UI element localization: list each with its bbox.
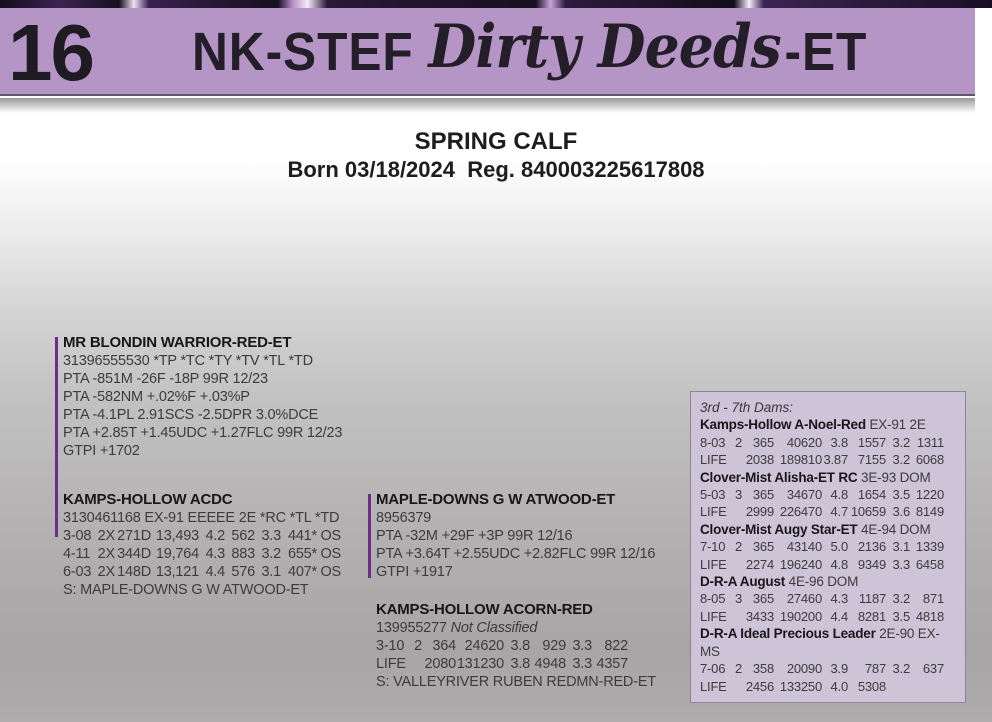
lactation-cell: 3.87: [823, 452, 848, 468]
lactation-cell: 4.4: [830, 608, 848, 624]
lactation-row: [700, 660, 956, 677]
dam-name: KAMPS-HOLLOW ACDC: [63, 491, 233, 508]
lactation-cell: 6458: [915, 556, 944, 572]
banner-shadow: [0, 98, 975, 113]
lactation-cell: LIFE: [700, 556, 727, 572]
lactation-cell: 3.2: [892, 661, 910, 677]
lactation-cell: 4.2: [205, 528, 225, 544]
lactation-cell: 10659: [850, 504, 886, 520]
lactation-cell: 2136: [857, 539, 886, 555]
lactation-cell: 2038: [745, 452, 774, 468]
dam-sire-line: S: MAPLE-DOWNS G W ATWOOD-ET: [63, 582, 309, 598]
lactation-cell: 2X: [97, 528, 115, 544]
photo-edge-strip: [0, 0, 992, 8]
lactation-cell: 2X: [97, 546, 115, 562]
lactation-cell: 3-08: [63, 528, 92, 544]
lactation-cell: 4.3: [830, 591, 848, 607]
lactation-cell: 20090: [786, 661, 822, 677]
second-dam-block: [376, 601, 676, 691]
lactation-cell: 7155: [857, 452, 886, 468]
lactation-cell: 2X: [97, 564, 115, 580]
dam-name-text: D-R-A August: [700, 574, 789, 590]
lactation-cell: 4.8: [830, 556, 848, 572]
dam-name-line: [700, 521, 956, 538]
lactation-cell: LIFE: [700, 452, 727, 468]
lactation-cell: 8-03: [700, 434, 726, 450]
lactation-row: [700, 556, 956, 573]
lactation-cell: 3.1: [261, 564, 281, 580]
lactation-cell: 441*: [287, 528, 317, 544]
lactation-cell: 365: [752, 434, 774, 450]
lactation-row: [376, 655, 676, 673]
lot-number: 16: [8, 8, 93, 97]
dam-name-line: [700, 469, 956, 486]
dams-list: [700, 416, 956, 695]
lactation-row: [63, 527, 363, 545]
lactation-cell: 2274: [745, 556, 774, 572]
lactation-cell: 3.6: [892, 504, 910, 520]
lactation-cell: 1557: [857, 434, 886, 450]
lactation-cell: [730, 503, 742, 520]
pedigree-line: PTA +2.85T +1.45UDC +1.27FLC 99R 12/23: [63, 425, 343, 441]
pedigree-line: 8956379: [376, 510, 432, 526]
lactation-cell: 3.5: [892, 608, 910, 624]
dam-grade: 4E-94 DOM: [861, 521, 931, 537]
dam-block: [63, 491, 363, 599]
lactation-cell: 3: [734, 487, 742, 503]
lactation-cell: 365: [752, 591, 774, 607]
lactation-cell: LIFE: [376, 656, 406, 672]
lactation-cell: 24620: [464, 638, 504, 654]
dam-name-text: Clover-Mist Alisha-ET RC: [700, 469, 862, 485]
dam-name-text: Kamps-Hollow A-Noel-Red: [700, 417, 870, 433]
lactation-row: [700, 678, 956, 695]
pedigree-accent-bar: [55, 337, 58, 537]
lactation-cell: 5-03: [700, 487, 726, 503]
lactation-cell: 2: [734, 661, 742, 677]
lactation-row: [700, 503, 956, 520]
dam-lactation-rows: [700, 590, 956, 625]
pedigree-line: PTA -851M -26F -18P 99R 12/23: [63, 371, 268, 387]
lactation-cell: 8-05: [700, 591, 726, 607]
dams-box-heading: 3rd - 7th Dams:: [700, 400, 794, 415]
dam-name-text: Clover-Mist Augy Star-ET: [700, 521, 862, 537]
dam-sire-block: [376, 491, 676, 581]
dam-sire-lines: [376, 509, 676, 581]
dam-sire-name: MAPLE-DOWNS G W ATWOOD-ET: [376, 491, 616, 508]
lactation-cell: 4.3: [205, 546, 225, 562]
lactation-cell: 365: [752, 539, 774, 555]
lactation-cell: 148D: [117, 564, 151, 580]
lactation-cell: 655*: [287, 546, 317, 562]
dam-name-text: D-R-A Ideal Precious Leader: [700, 626, 880, 642]
lot-banner: [0, 8, 975, 96]
lactation-cell: 1654: [857, 487, 886, 503]
lactation-cell: 787: [864, 661, 886, 677]
sire-block: [63, 334, 363, 460]
lactation-cell: 6-03: [63, 564, 92, 580]
lactation-cell: 883: [231, 546, 255, 562]
lactation-cell: [730, 608, 742, 625]
lactation-row: [700, 538, 956, 555]
lactation-cell: 1311: [916, 434, 944, 450]
lactation-cell: 2: [414, 638, 422, 654]
lactation-cell: 131230: [456, 656, 504, 672]
lactation-cell: OS: [320, 564, 341, 580]
dam-grade: 3E-93 DOM: [861, 469, 931, 485]
lactation-row: [700, 434, 956, 451]
lactation-cell: 3.2: [892, 452, 910, 468]
lactation-cell: 3.3: [892, 556, 910, 572]
dam-name-line: [700, 416, 956, 433]
lactation-cell: 3.3: [261, 528, 281, 544]
dam-grade: 4E-96 DOM: [788, 574, 859, 590]
lactation-row: [700, 590, 956, 607]
pedigree-line: PTA -582NM +.02%F +.03%P: [63, 389, 250, 405]
dam-lactation-rows: [700, 486, 956, 521]
lactation-cell: 4.0: [830, 678, 848, 694]
lactation-cell: 13,493: [155, 528, 199, 544]
lactation-cell: 226470: [779, 504, 822, 520]
second-dam-lactation-rows: [376, 637, 676, 673]
lactation-cell: 3.5: [892, 487, 910, 503]
lactation-cell: 358: [752, 661, 774, 677]
second-dam-id-line: [376, 619, 676, 637]
lactation-cell: 2999: [745, 504, 774, 520]
animal-name-suffix: -ET: [784, 22, 868, 82]
lactation-cell: 4.8: [830, 487, 848, 503]
lactation-cell: 7-10: [700, 539, 726, 555]
lactation-cell: 344D: [117, 546, 151, 562]
dam-grade: EX-91 2E: [869, 417, 926, 433]
lactation-cell: 189810: [779, 452, 822, 468]
lactation-cell: 822: [604, 638, 628, 654]
lactation-cell: 3.3: [572, 656, 592, 672]
pedigree-line: 31396555530 *TP *TC *TY *TV *TL *TD: [63, 353, 313, 369]
lactation-cell: 4948: [534, 656, 566, 672]
lactation-cell: 3.8: [830, 434, 848, 450]
lactation-cell: 2: [734, 434, 742, 450]
lactation-cell: [886, 678, 910, 695]
classification-note: Not Classified: [450, 620, 538, 636]
lactation-cell: [406, 655, 422, 673]
lactation-cell: [730, 556, 742, 573]
lactation-cell: 3.8: [510, 656, 530, 672]
pedigree-line: GTPI +1702: [63, 443, 140, 459]
lactation-cell: 5.0: [830, 539, 848, 555]
lactation-cell: 3.1: [892, 539, 910, 555]
class-label: SPRING CALF: [414, 128, 578, 155]
dam-name-line: [700, 625, 956, 660]
lactation-cell: 407*: [287, 564, 317, 580]
lactation-cell: 271D: [117, 528, 151, 544]
lactation-cell: 3.2: [892, 591, 910, 607]
lactation-cell: 2: [734, 539, 742, 555]
lactation-cell: 365: [752, 487, 774, 503]
lactation-cell: 1339: [915, 539, 944, 555]
lactation-cell: 562: [231, 528, 255, 544]
pedigree-line: PTA +3.64T +2.55UDC +2.82FLC 99R 12/16: [376, 546, 656, 562]
lactation-cell: 3433: [745, 608, 774, 624]
pedigree-line: GTPI +1917: [376, 564, 453, 580]
lactation-cell: 133250: [779, 678, 822, 694]
lactation-cell: [730, 451, 742, 468]
dam-lactation-rows: [700, 538, 956, 573]
pedigree-line: PTA -4.1PL 2.91SCS -2.5DPR 3.0%DCE: [63, 407, 319, 423]
lactation-cell: 40620: [786, 434, 822, 450]
lactation-row: [63, 563, 363, 581]
lactation-row: [376, 637, 676, 655]
lactation-cell: 43140: [786, 539, 822, 555]
lactation-cell: 190200: [779, 608, 822, 624]
lactation-row: [700, 451, 956, 468]
lactation-cell: 576: [231, 564, 255, 580]
dam-name-line: [700, 573, 956, 590]
lactation-cell: 2456: [745, 678, 774, 694]
lactation-cell: 27460: [786, 591, 822, 607]
lactation-cell: 4.4: [205, 564, 225, 580]
lactation-cell: 8149: [915, 504, 944, 520]
dams-box: [690, 391, 966, 703]
lactation-cell: 196240: [779, 556, 822, 572]
pedigree-accent-bar: [368, 494, 371, 578]
lactation-cell: 3.9: [830, 661, 848, 677]
lactation-cell: 3-10: [376, 638, 405, 654]
lactation-cell: 4818: [915, 608, 944, 624]
second-dam-name: KAMPS-HOLLOW ACORN-RED: [376, 601, 593, 618]
second-dam-sire-line: S: VALLEYRIVER RUBEN REDMN-RED-ET: [376, 674, 656, 690]
lactation-cell: 5308: [857, 678, 886, 694]
lactation-cell: 871: [922, 591, 944, 607]
birth-reg-line: Born 03/18/2024 Reg. 840003225617808: [287, 157, 705, 182]
lactation-row: [700, 486, 956, 503]
dam-lactation-rows: [700, 434, 956, 469]
lactation-cell: LIFE: [700, 608, 727, 624]
lactation-cell: LIFE: [700, 678, 727, 694]
animal-name-script: Dirty Deeds: [428, 12, 781, 82]
lactation-cell: [730, 678, 742, 695]
lactation-cell: 4-11: [63, 546, 91, 562]
lactation-cell: 3.2: [892, 434, 910, 450]
lactation-cell: 19,764: [155, 546, 199, 562]
lactation-row: [700, 608, 956, 625]
lactation-cell: 2080: [424, 656, 456, 672]
lactation-cell: 9349: [857, 556, 886, 572]
lactation-cell: 3.3: [572, 638, 592, 654]
pedigree-line: PTA -32M +29F +3P 99R 12/16: [376, 528, 573, 544]
lactation-cell: 1187: [858, 591, 886, 607]
lactation-cell: 929: [542, 638, 566, 654]
lactation-cell: 3.2: [261, 546, 281, 562]
lactation-cell: 1220: [915, 487, 944, 503]
lactation-cell: 637: [922, 661, 944, 677]
lactation-cell: 364: [432, 638, 456, 654]
lactation-cell: LIFE: [700, 504, 727, 520]
lactation-cell: 3: [734, 591, 742, 607]
lactation-cell: 4357: [596, 656, 628, 672]
dam-lactation-rows: [700, 660, 956, 695]
lactation-cell: 3.8: [510, 638, 530, 654]
sire-name: MR BLONDIN WARRIOR-RED-ET: [63, 334, 292, 351]
lactation-row: [63, 545, 363, 563]
lactation-cell: OS: [320, 528, 341, 544]
animal-name-prefix: NK-STEF: [192, 22, 414, 82]
dam-id-line: 3130461168 EX-91 EEEEE 2E *RC *TL *TD: [63, 510, 340, 526]
lactation-cell: 34670: [786, 487, 822, 503]
dam-lactation-rows: [63, 527, 363, 581]
second-dam-id: 139955277: [376, 620, 447, 636]
lactation-cell: 6068: [915, 452, 944, 468]
lactation-cell: 13,121: [155, 564, 199, 580]
sire-lines: [63, 352, 363, 460]
lactation-cell: 4.7: [830, 504, 848, 520]
lactation-cell: 7-06: [700, 661, 726, 677]
animal-name: [192, 8, 867, 96]
lactation-cell: [910, 678, 944, 695]
lactation-cell: 8281: [857, 608, 886, 624]
lactation-cell: OS: [320, 546, 341, 562]
dam-grade: 2E-90 EX-MS: [700, 626, 940, 659]
